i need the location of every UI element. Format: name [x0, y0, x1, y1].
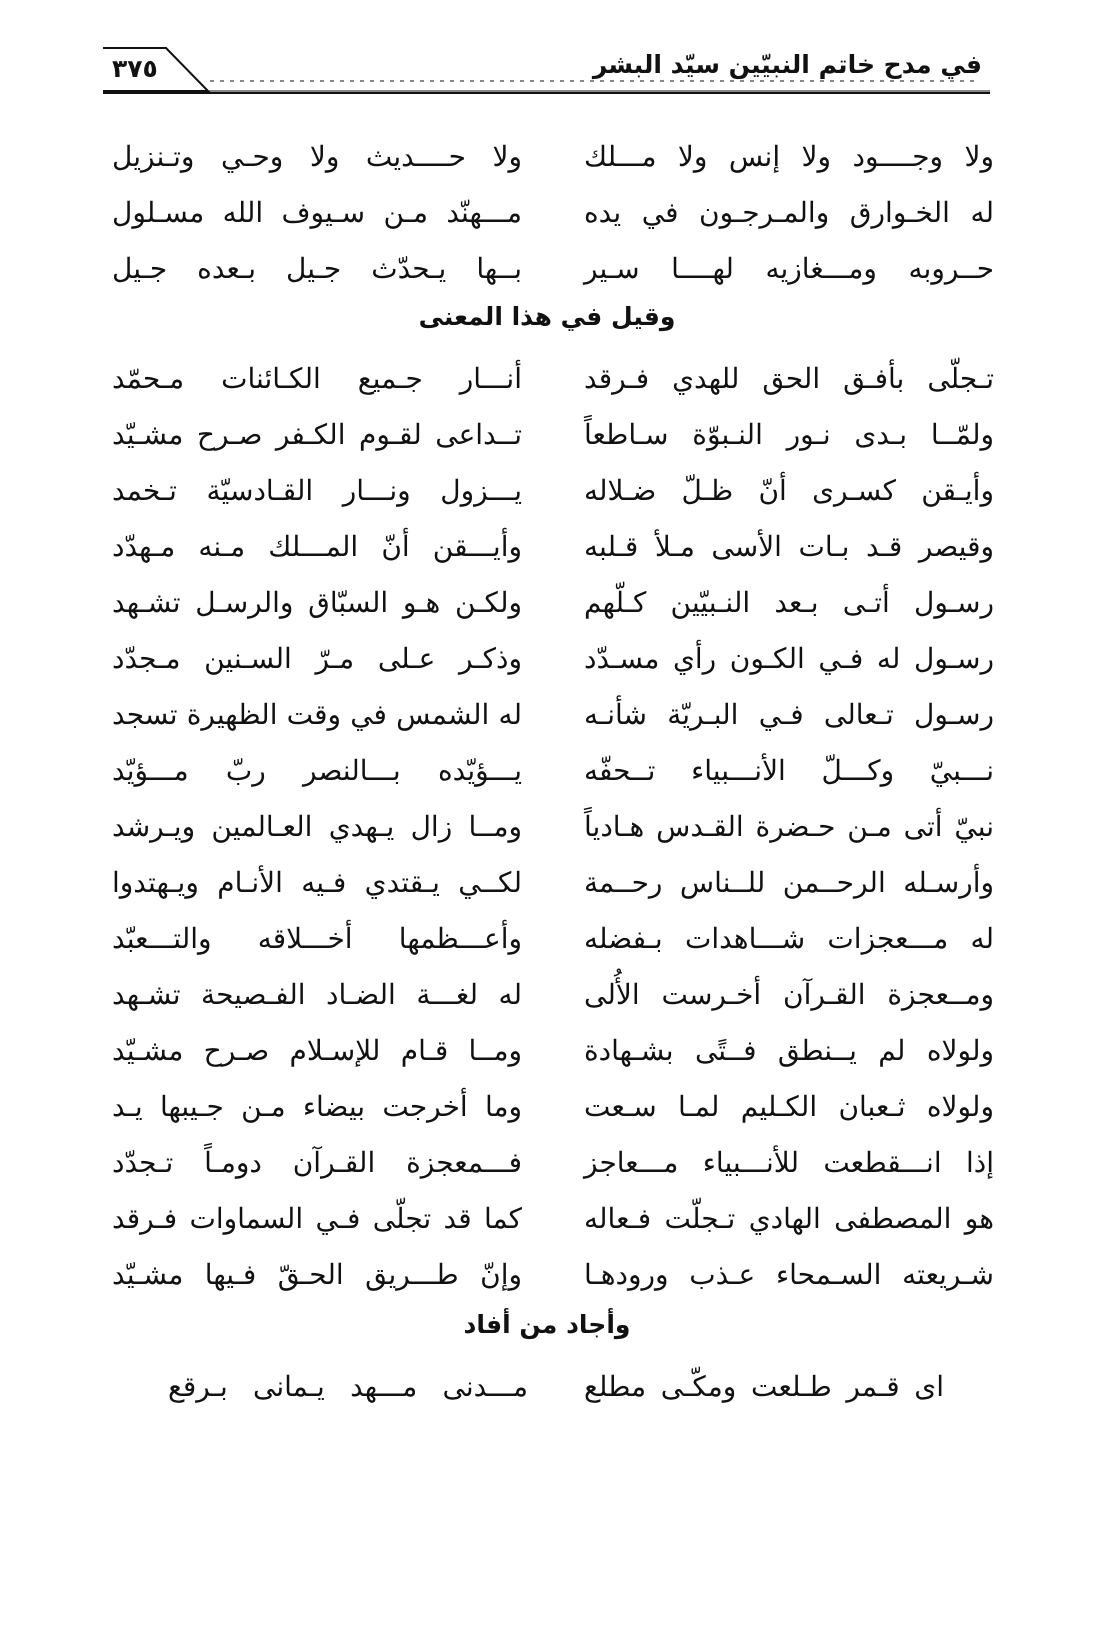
- verse-second-hemistich: ولكـن هـو السبّاق والرسـل تشـهد: [112, 586, 522, 619]
- verse-first-hemistich: نـــبيّ وكـــلّ الأنـــبياء تــحفّه: [584, 754, 994, 787]
- verse: [0, 966, 1094, 1024]
- verse-second-hemistich: ومــا زال يـهدي العـالمين ويـرشد: [112, 810, 522, 843]
- verse-second-hemistich: له لغـــة الضـاد الفـصيحة تشـهد: [112, 978, 522, 1011]
- verse: [0, 686, 1094, 744]
- verse-second-hemistich: وأيـــقن أنّ المـــلك مـنه مـهدّد: [112, 530, 522, 563]
- verse-first-hemistich: ولولاه ثـعبان الكـليم لمـا سـعت: [584, 1090, 994, 1123]
- verse-second-hemistich: لكــي يـقتدي فـيه الأنـام ويـهتدوا: [112, 866, 522, 899]
- verse-second-hemistich: أنـــار جـميع الكـائنات مـحمّد: [112, 362, 522, 395]
- verse: [0, 462, 1094, 520]
- verse-first-hemistich: ولا وجــــود ولا إنس ولا مـــلك: [584, 140, 994, 173]
- verse-first-hemistich: تـجلّى بأفـق الحق للهدي فـرقد: [584, 362, 994, 395]
- verse-second-hemistich: ولا حــــديث ولا وحـي وتـنزيل: [112, 140, 522, 173]
- verse: [0, 1190, 1094, 1248]
- verse: [0, 910, 1094, 968]
- verse-first-hemistich: رسـول تـعالى فـي البـريّة شأنـه: [584, 698, 994, 731]
- verse-first-hemistich: إذا انـــقطعت للأنـــبياء مـــعاجز: [584, 1146, 994, 1179]
- verse-second-hemistich: كما قد تجلّى فـي السماوات فـرقد: [112, 1202, 522, 1235]
- verse-second-hemistich: له الشمس في وقت الظهيرة تسجد: [112, 698, 522, 731]
- verse-second-hemistich: وإنّ طـــريق الحـقّ فـيها مشـيّد: [112, 1258, 522, 1291]
- section-heading: وقيل في هذا المعنى: [418, 302, 676, 331]
- verse-second-hemistich: وأعـــظمها أخـــلاقه والتـــعبّد: [112, 922, 522, 955]
- verse: [0, 798, 1094, 856]
- verse: [0, 350, 1094, 408]
- verse-second-hemistich: وما أخرجت بيضاء مـن جـيبها يـد: [112, 1090, 522, 1123]
- verse: [0, 128, 1094, 186]
- verse-second-hemistich: ومــا قـام للإسـلام صـرح مشـيّد: [112, 1034, 522, 1067]
- verse-first-hemistich: وأرسـله الرحــمن للــناس رحــمة: [584, 866, 994, 899]
- verse: [0, 1358, 1094, 1416]
- verse: [0, 406, 1094, 464]
- verse-first-hemistich: ولولاه لم يــنطق فــتًى بشـهادة: [584, 1034, 994, 1067]
- verse-second-hemistich: يـــؤيّده بـــالنصر ربّ مـــؤيّد: [112, 754, 522, 787]
- verse-first-hemistich: ولمّــا بـدى نـور النـبوّة سـاطعاً: [584, 418, 994, 451]
- verse: [0, 1246, 1094, 1304]
- verse-first-hemistich: هو المصطفى الهادي تـجلّت فـعاله: [584, 1202, 994, 1235]
- verse-second-hemistich: مـــدنى مـــهد يـمانى بـرقع: [168, 1370, 528, 1403]
- verse-second-hemistich: يـــزول ونـــار القـادسيّة تـخمد: [112, 474, 522, 507]
- verse-first-hemistich: حــروبه ومـــغازيه لهــــا سـير: [584, 252, 994, 285]
- verse-first-hemistich: اى قـمر طـلعت ومكّـى مطلع: [584, 1370, 944, 1403]
- verse-second-hemistich: بــها يـحدّث جـيل بـعده جـيل: [112, 252, 522, 285]
- verse: [0, 184, 1094, 242]
- verse-first-hemistich: وقيصر قـد بـات الأسى مـلأ قـلبه: [584, 530, 994, 563]
- verse-first-hemistich: له مـــعجزات شـــاهدات بـفضله: [584, 922, 994, 955]
- verse-second-hemistich: فـــمعجزة القـرآن دومـاً تـجدّد: [112, 1146, 522, 1179]
- verse: [0, 518, 1094, 576]
- verse: [0, 240, 1094, 298]
- running-title: في مدح خاتم النبيّين سيّد البشر: [592, 50, 982, 79]
- verse-first-hemistich: له الخـوارق والمـرجـون في يده: [584, 196, 994, 229]
- verse-second-hemistich: مـــهنّد مـن سـيوف الله مسـلول: [112, 196, 522, 229]
- verse-second-hemistich: وذكـر عـلى مـرّ السـنين مـجدّد: [112, 642, 522, 675]
- verse-first-hemistich: نبيّ أتى مـن حـضرة القـدس هـادياً: [584, 810, 994, 843]
- verse: [0, 854, 1094, 912]
- verse-second-hemistich: تــداعى لقـوم الكـفر صـرح مشـيّد: [112, 418, 522, 451]
- verse-first-hemistich: رسـول أتـى بـعد النـبيّين كـلّهم: [584, 586, 994, 619]
- verse-first-hemistich: ومــعجزة القـرآن أخـرست الأُلى: [584, 978, 994, 1011]
- verse: [0, 742, 1094, 800]
- verse: [0, 1134, 1094, 1192]
- page-number: ٣٧٥: [112, 54, 158, 83]
- verse: [0, 1022, 1094, 1080]
- verse: [0, 1078, 1094, 1136]
- section-heading: وأجاد من أفاد: [463, 1310, 631, 1339]
- verse: [0, 630, 1094, 688]
- verse-first-hemistich: رسـول له فـي الكـون رأي مسـدّد: [584, 642, 994, 675]
- verse-first-hemistich: شـريعته السـمحاء عـذب ورودهـا: [584, 1258, 994, 1291]
- verse-first-hemistich: وأيـقن كسـرى أنّ ظـلّ ضـلاله: [584, 474, 994, 507]
- verse: [0, 574, 1094, 632]
